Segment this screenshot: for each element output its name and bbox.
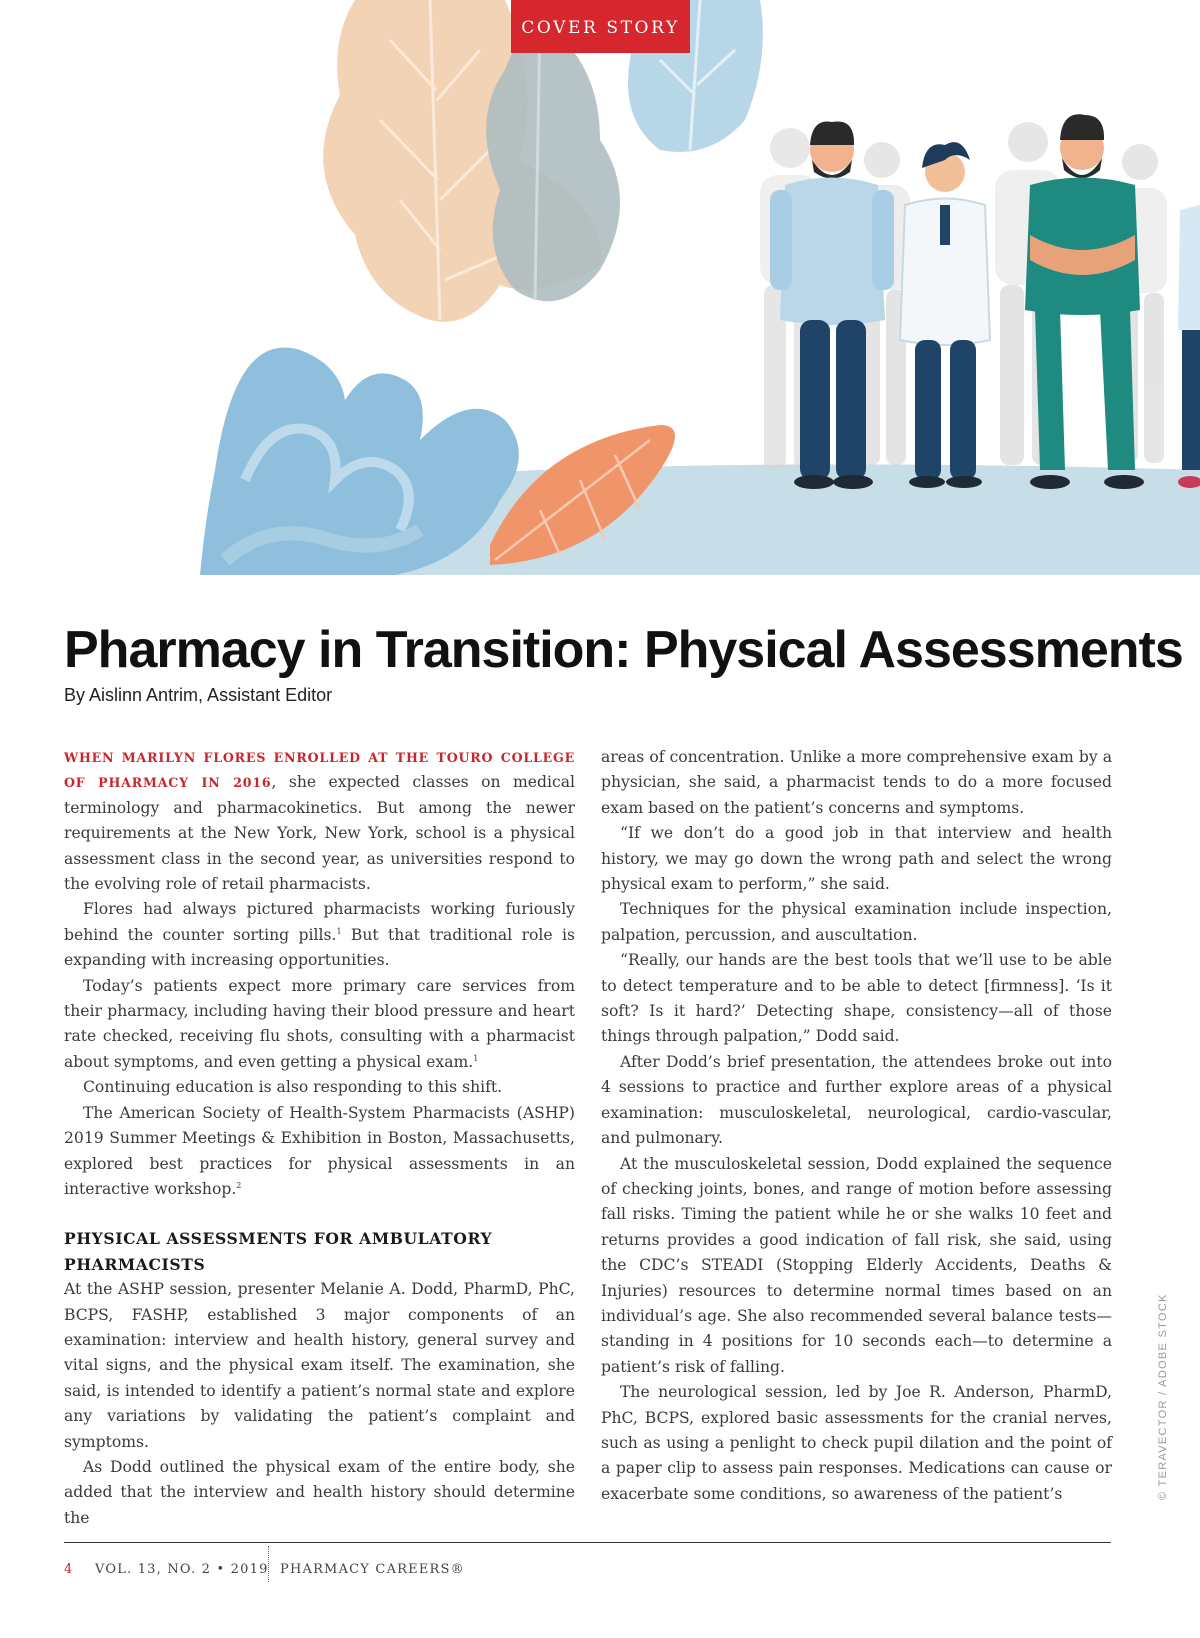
paragraph-r4: “Really, our hands are the best tools that we’ll use to be able to detect temperature and to be able to detect [firmness]. ‘Is it soft? Is it hard?’ Detecting shape, consistency—all of those things through palpation,” Dodd said. <box>601 951 1112 1046</box>
paragraph-r1: areas of concentration. Unlike a more comprehensive exam by a physician, she said, a pharmacist tends to do a more focused exam based on the patient’s concerns and symptoms. <box>601 748 1112 817</box>
article-title: Pharmacy in Transition: Physical Assessments <box>64 621 1183 679</box>
paragraph-r6: At the musculoskeletal session, Dodd explained the sequence of checking joints, bones, and range of motion before assessing fall risks. Timing the patient while he or she walks 10 feet and returns provides a good indication of fall risk, she said, using the CDC’s STEADI (Stopping Elderly Accidents, Deaths & Injuries) resources to determine normal times based on an individual’s age. She also recommended several balance tests—standing in 4 positions for 10 seconds each—to determine a patient’s risk of falling. <box>601 1154 1112 1376</box>
paragraph-r5: After Dodd’s brief presentation, the attendees broke out into 4 sessions to practice and further explore areas of a physical examination: musculoskeletal, neurological, cardio-vascular, and pulmonary. <box>601 1052 1112 1148</box>
paragraph-1: WHEN MARILYN FLORES ENROLLED AT THE TOURO COLLEGE OF PHARMACY IN 2016, she expected classes on medical terminology and pharmacokinetics. But among the newer requirements at the New York, New York, school is a physical assessment class in the second year, as universities respond to the evolving role of retail pharmacists. <box>64 750 575 894</box>
right-column <box>601 745 1112 1507</box>
paragraph-7: As Dodd outlined the physical exam of the entire body, she added that the interview and health history should determine the <box>64 1457 575 1527</box>
reference-2: 2 <box>236 1180 242 1190</box>
hero-illustration <box>0 0 1200 575</box>
paragraph-2: Flores had always pictured pharmacists working furiously behind the counter sorting pills.$^1$ But that traditional role is expanding with increasing opportunities. <box>64 900 575 970</box>
paragraph-3: Today’s patients expect more primary care services from their pharmacy, including having their blood pressure and heart rate checked, receiving flu shots, consulting with a pharmacist about symptoms, and even getting a physical exam.$^1$ <box>64 976 575 1071</box>
volume-info: VOL. 13, NO. 2 • 2019 <box>95 1562 269 1577</box>
paragraph-r3: Techniques for the physical examination include inspection, palpation, percussion, and auscultation. <box>601 900 1112 944</box>
reference-1: 1 <box>473 1053 479 1063</box>
page-number: 4 <box>64 1562 74 1577</box>
section-tag: COVER STORY <box>511 0 690 53</box>
magazine-name: PHARMACY CAREERS® <box>280 1562 465 1577</box>
paragraph-r2: “If we don’t do a good job in that interview and health history, we may go down the wrong path and select the wrong physical exam to perform,” she said. <box>601 824 1112 894</box>
footer-separator <box>268 1546 269 1582</box>
reference-1: 1 <box>336 926 342 936</box>
lead-in: WHEN MARILYN FLORES ENROLLED AT THE TOURO COLLEGE OF PHARMACY IN 2016 <box>64 750 575 791</box>
byline: By Aislinn Antrim, Assistant Editor <box>64 685 333 705</box>
left-column <box>64 745 575 1531</box>
image-credit: © TERAVECTOR / ADOBE STOCK <box>1157 1293 1169 1500</box>
doctor-partial-right <box>1178 205 1200 488</box>
section-subhead: PHYSICAL ASSESSMENTS FOR AMBULATORY PHARMACISTS <box>64 1229 493 1274</box>
doctor-white-coat <box>900 142 990 488</box>
paragraph-6: At the ASHP session, presenter Melanie A. Dodd, PharmD, PhC, BCPS, FASHP, established 3 major components of an examination: interview and health history, general survey and vital signs, and the physical exam itself. The examination, she said, is intended to identify a patient’s normal state and explore any variations by validating the patient’s complaint and symptoms. <box>64 1280 575 1451</box>
paragraph-4: Continuing education is also responding to this shift. <box>83 1078 503 1097</box>
paragraph-5: The American Society of Health-System Pharmacists (ASHP) 2019 Summer Meetings & Exhibition in Boston, Massachusetts, explored best practices for physical assessments in an interactive workshop.$^2$ <box>64 1103 575 1198</box>
footer-rule <box>64 1542 1111 1543</box>
paragraph-r7: The neurological session, led by Joe R. Anderson, PharmD, PhC, BCPS, explored basic assessments for the cranial nerves, such as using a penlight to check pupil dilation and the point of a paper clip to assess pain responses. Medications can cause or exacerbate some conditions, so awareness of the patient’s <box>601 1383 1112 1503</box>
